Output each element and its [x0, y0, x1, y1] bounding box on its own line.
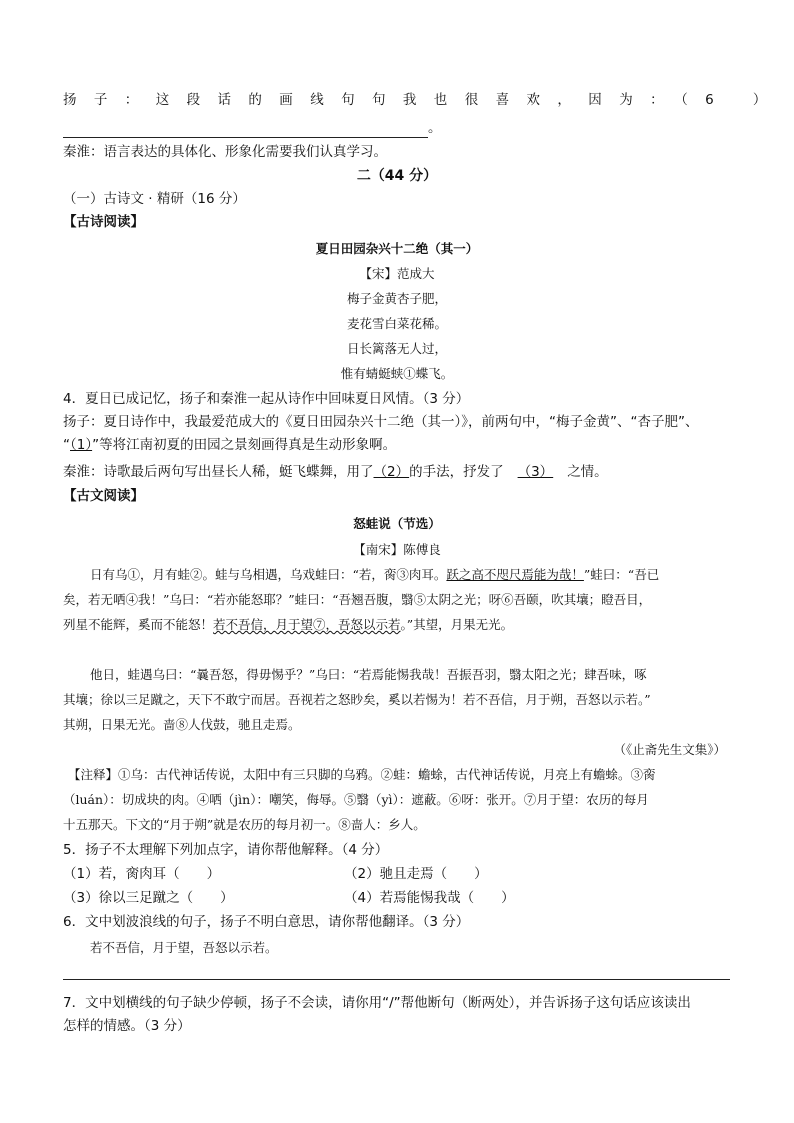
q4-yangzi: 扬子：夏日诗作中，我最爱范成大的《夏日田园杂兴十二绝（其一）》，前两句中，“梅子金黄”、“杏子肥”、	[63, 414, 699, 430]
q7-stem-line-2: 怎样的情感。（3 分）	[63, 1018, 191, 1034]
answer-rule[interactable]	[63, 979, 730, 980]
section-title: 二（44 分）	[356, 168, 438, 184]
notes-line-3: 十五那天。下文的“月于朔”就是农历的每月初一。⑧啬人：乡人。	[63, 817, 426, 832]
q4-qinhuai-post: 之情。	[567, 464, 608, 480]
q6-sentence: 若不吾信，月于望，吾怒以示若。	[90, 940, 278, 955]
q5-item-2[interactable]: （2）驰且走焉（ ）	[344, 866, 488, 882]
prose-p1-line-1	[90, 565, 659, 585]
poem-line-4: 惟有蜻蜓蛱①蝶飞。	[340, 366, 454, 381]
poem-line-2: 麦花雪白菜花稀。	[346, 316, 447, 331]
prose-author: 【南宋】陈傅良	[353, 542, 441, 557]
prose-text: 列星不能辉，奚而不能怒！	[63, 617, 214, 632]
blank-3[interactable]: （3）	[517, 464, 554, 480]
prose-source: （《止斋先生文集》）	[613, 742, 726, 757]
prose-p2-line-3: 其朔，日果无光。啬⑧人伐鼓，驰且走焉。	[63, 717, 301, 732]
notes-line-1: 【注释】①乌：古代神话传说，太阳中有三只脚的乌鸦。②蛙：蟾蜍，古代神话传说，月亮上有蟾蜍。③脔	[68, 767, 656, 782]
prose-label: 【古文阅读】	[63, 488, 144, 504]
blank-2[interactable]: （2）	[373, 464, 410, 480]
prose-text: 。”其望，月果无光。	[400, 617, 514, 632]
poem-author: 【宋】范成大	[359, 266, 435, 281]
q4-qinhuai-mid: 的手法，抒发了	[409, 464, 504, 480]
part-heading: （一）古诗文 · 精研（16 分）	[63, 191, 246, 207]
q4-yangzi-2	[63, 435, 396, 455]
poem-line-3: 日长篱落无人过，	[346, 341, 447, 356]
underlined-sentence: 跃之高不咫尺焉能为哉！	[446, 567, 584, 582]
prose-p1-line-3	[63, 615, 513, 635]
answer-blank[interactable]	[63, 123, 428, 138]
q5-item-1[interactable]: （1）若，脔肉耳（ ）	[63, 866, 221, 882]
q5-item-3[interactable]: （3）徐以三足蹴之（ ）	[63, 890, 234, 906]
prose-title: 怒蛙说（节选）	[353, 516, 441, 531]
quote-mark: “	[63, 437, 70, 453]
q5-stem: 5．扬子不太理解下列加点字，请你帮他解释。（4 分）	[63, 842, 389, 858]
prose-p2-line-1: 他日，蛙遇乌曰：“曩吾怒，得毋惕乎？”乌曰：“若焉能惕我哉！吾振吾羽，翳太阳之光；肆吾味，啄	[90, 667, 647, 682]
yangzi-answer-line: 扬子：这段话的画线句句我也很喜欢，因为：（6 ）	[63, 92, 784, 108]
end-mark: 。	[428, 120, 442, 136]
poem-line-1: 梅子金黄杏子肥，	[346, 291, 447, 306]
q4-stem: 4．夏日已成记忆，扬子和秦淮一起从诗作中回味夏日风情。（3 分）	[63, 391, 470, 407]
prose-p2-line-2: 其壤；徐以三足蹴之，天下不敢宁而居。吾视若之怒眇矣，奚以若惕为！若不吾信，月于朔，吾怒以示若。”	[63, 692, 651, 707]
poem-title: 夏日田园杂兴十二绝（其一）	[315, 241, 479, 256]
prose-text: 日有乌①，月有蛙②。蛙与乌相遇，乌戏蛙曰：“若，脔③肉耳。	[90, 567, 447, 582]
q6-stem: 6．文中划波浪线的句子，扬子不明白意思，请你帮他翻译。（3 分）	[63, 914, 470, 930]
prose-text: ”蛙曰：“吾已	[583, 567, 660, 582]
qinhuai-line: 秦淮：语言表达的具体化、形象化需要我们认真学习。	[63, 144, 387, 160]
notes-line-2: （luán）：切成块的肉。④哂（jìn）：嘲笑，侮辱。⑤翳（yì）：遮蔽。⑥呀：张开。⑦月于望：农历的每月	[63, 792, 649, 807]
q4-qinhuai-pre: 秦淮：诗歌最后两句写出昼长人稀，蜓飞蝶舞，用了	[63, 464, 374, 480]
q4-yangzi-2-text: ”等将江南初夏的田园之景刻画得真是生动形象啊。	[92, 437, 397, 453]
answer-blank-line[interactable]	[63, 118, 442, 138]
q7-stem-line-1: 7．文中划横线的句子缺少停顿，扬子不会读，请你用“/”帮他断句（断两处），并告诉扬子这句话应该读出	[63, 995, 691, 1011]
q5-item-4[interactable]: （4）若焉能惕我哉（ ）	[344, 890, 515, 906]
blank-1[interactable]: （1）	[70, 437, 93, 453]
poem-label: 【古诗阅读】	[63, 214, 144, 230]
q4-qinhuai	[63, 462, 608, 482]
wavy-sentence: 若不吾信，月于望⑦，吾怒以示若	[213, 617, 401, 632]
prose-p1-line-2: 矣，若无哂④我！”乌曰：“若亦能怒耶？”蛙曰：“吾翘吾腹，翳⑤太阴之光；呀⑥吾颐，吹其壤；瞪吾目，	[63, 592, 652, 607]
